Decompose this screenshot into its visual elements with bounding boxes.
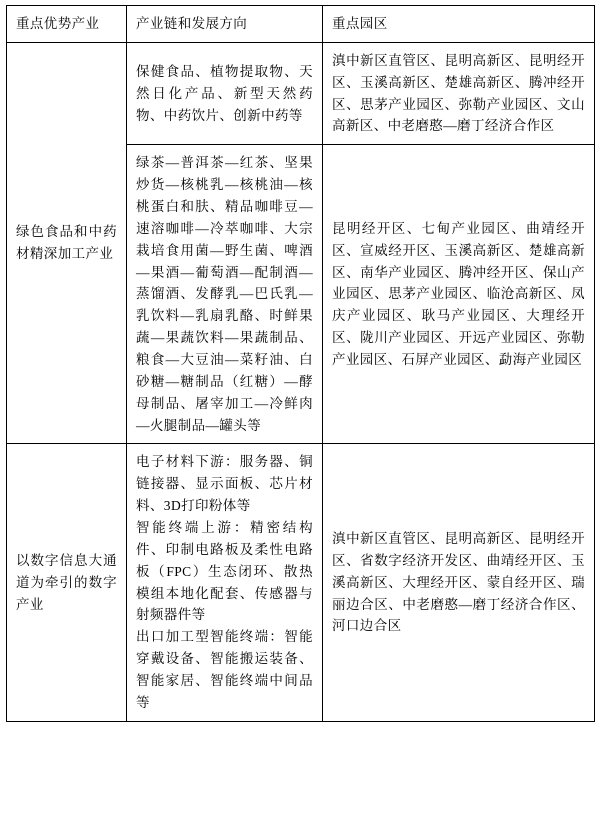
cell-industry-1: 绿色食品和中药材精深加工产业: [7, 42, 127, 444]
table-row: [7, 42, 595, 144]
column-header-parks: 重点园区: [323, 6, 595, 43]
cell-parks-2: 滇中新区直管区、昆明高新区、昆明经开区、省数字经济开发区、曲靖经开区、玉溪高新区、大理经开区、蒙自经开区、瑞丽边合区、中老磨憨—磨丁经济合作区、河口边合区: [323, 444, 595, 721]
cell-chain-1a: 保健食品、植物提取物、天然日化产品、新型天然药物、中药饮片、创新中药等: [127, 42, 323, 144]
chain-paragraph: 智能终端上游：精密结构件、印制电路板及柔性电路板（FPC）生态闭环、散热模组本地化配套、传感器与射频器件等: [136, 520, 313, 623]
industry-parks-table: [6, 5, 595, 722]
cell-industry-2: 以数字信息大通道为牵引的数字产业: [7, 444, 127, 721]
table-row: [7, 444, 595, 721]
cell-parks-1a: 滇中新区直管区、昆明高新区、昆明经开区、玉溪高新区、楚雄高新区、腾冲经开区、思茅产业园区、弥勒产业园区、文山高新区、中老磨憨—磨丁经济合作区: [323, 42, 595, 144]
table-body: [7, 42, 595, 721]
table-header: [7, 6, 595, 43]
cell-parks-1b: 昆明经开区、七甸产业园区、曲靖经开区、宣威经开区、玉溪高新区、楚雄高新区、南华产业园区、腾冲经开区、保山产业园区、思茅产业园区、临沧高新区、凤庆产业园区、耿马产业园区、大理经开区、陇川产业园区、开远产业园区、弥勒产业园区、石屏产业园区、勐海产业园区: [323, 145, 595, 444]
cell-chain-1b: 绿茶—普洱茶—红茶、坚果炒货—核桃乳—核桃油—核桃蛋白和肤、精品咖啡豆—速溶咖啡—冷萃咖啡、大宗栽培食用菌—野生菌、啤酒—果酒—葡萄酒—配制酒—蒸馏酒、发酵乳—巴氏乳—乳饮料—乳扇乳酪、时鲜果蔬—果蔬饮料—果蔬制品、粮食—大豆油—菜籽油、白砂糖—糖制品（红糖）—酵母制品、屠宰加工—冷鲜肉—火腿制品—罐头等: [127, 145, 323, 444]
table-header-row: [7, 6, 595, 43]
column-header-industry: 重点优势产业: [7, 6, 127, 43]
cell-chain-2: [127, 444, 323, 721]
column-header-chain: 产业链和发展方向: [127, 6, 323, 43]
chain-paragraph: 出口加工型智能终端：智能穿戴设备、智能搬运装备、智能家居、智能终端中间品等: [136, 629, 313, 710]
chain-paragraph: 电子材料下游：服务器、铜链接器、显示面板、芯片材料、3D打印粉体等: [136, 454, 313, 514]
